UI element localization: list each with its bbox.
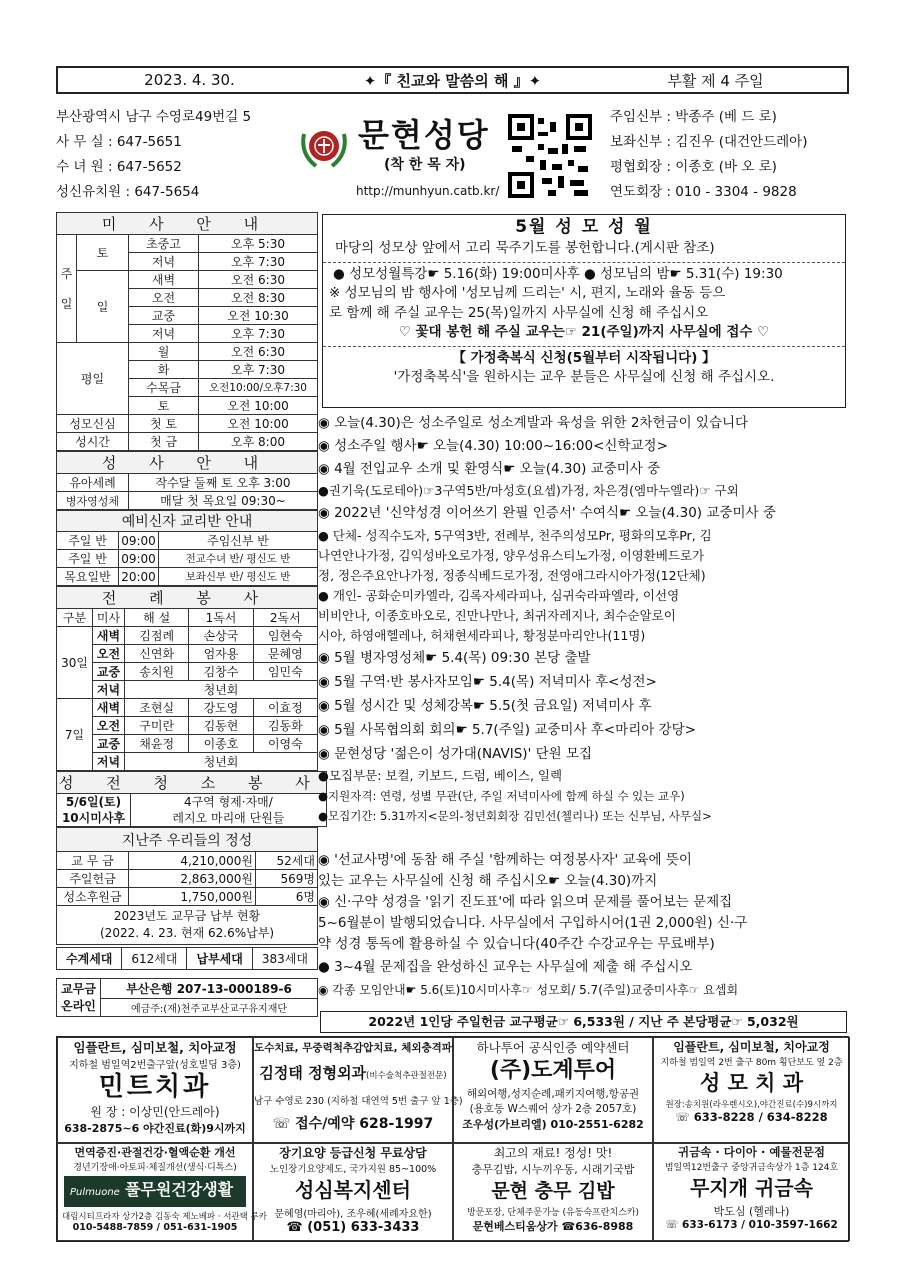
online-label: 교무금 [61,981,96,996]
ad-line: 임플란트, 심미보철, 치아교정 [673,1040,830,1054]
offering-title: 지난주 우리들의 정성 [57,828,318,852]
devotion-label: 성모신심 [57,415,129,433]
ad-name: 민트치과 [98,1072,212,1102]
mass-time: 오후 8:00 [199,433,318,451]
ad-name: 성심복지센터 [295,1178,411,1202]
cleaning-group: 레지오 마리애 단원들 [172,811,285,825]
offering-amount: 4,210,000원 [129,852,256,870]
account-holder: 예금주:(재)천주교부산교구유지재단 [101,999,318,1017]
notice-subitem: ●권기욱(도로테아)☞3구역5반/마성호(요셉)가정, 차은경(엠마누엘라)☞ 구외 [318,483,739,498]
offering-count: 52세대 [256,852,318,870]
notice-item: 5~6월분이 발행되었습니다. 사무실에서 구입하시어(1권 2,000원) 신·구 [318,915,748,931]
col-head: 2독서 [253,609,317,627]
ad-mint-dental[interactable] [57,1037,253,1143]
ad-line: (용호동 W스퀘어 상가 2층 2057호) [469,1103,637,1115]
ad-name: (주)도계투어 [489,1058,617,1083]
class-teacher: 주임신부 반 [159,532,318,550]
notice-list [318,412,849,836]
mass-label: 저녁 [93,753,125,771]
sat-label: 토 [77,235,129,271]
server: 청년회 [125,753,318,771]
notice-subitem: ● 단체- 성직수도자, 5구역3반, 전례부, 천주의성모Pr, 평화의모후Pr, 김 [318,528,712,543]
baptism-label: 유아세례 [57,474,129,492]
server: 김점례 [125,627,189,645]
sunday-label: 주일 [57,235,77,343]
mass-time: 오후 5:30 [199,235,318,253]
ad-line: 충무김밥, 시누끼우동, 시래기국밥 [471,1163,635,1176]
mass-time: 오후 7:30 [199,253,318,271]
mass-time: 오전 10:00 [199,415,318,433]
may-box [322,214,846,408]
left-column [56,212,324,1017]
mass-time: 오후 7:30 [199,361,318,379]
ad-line: 박도심 (헬레나) [713,1205,790,1218]
cleaning-table [56,771,327,827]
ad-line: 면역증진·관절건강·혈액순환 개선 [74,1146,236,1159]
offering-amount: 1,750,000원 [129,888,256,906]
ad-line: 원 장 : 이상민(안드레아) [90,1105,220,1119]
may-line: 마당의 성모상 앞에서 고리 묵주기도를 봉헌합니다.(게시판 참조) [335,240,715,256]
ad-phone: ☏ 633-8228 / 634-8228 [675,1110,828,1124]
parish-url[interactable]: http://munhyun.catb.kr/ [356,184,500,198]
server: 청년회 [125,681,318,699]
class-time: 20:00 [119,568,159,586]
notice-subitem: ●지원자격: 연령, 성별 무관(단, 주일 저녁미사에 함께 하실 수 있는 교우) [318,789,685,803]
household-table [56,947,318,970]
notice-subitem: 정, 정은주요안나가정, 정종식베드로가정, 전영애그라시아가정(12단체) [318,568,706,583]
ad-line: 노인장기요양제도, 국가지원 85~100% [269,1164,437,1175]
ad-phone: 문현베스티움상가 ☎636-8988 [472,1220,634,1233]
altar-title: 전 례 봉 사 [57,587,318,609]
ad-gimbap[interactable] [453,1143,653,1241]
ad-name: 문현 충무 김밥 [491,1180,615,1202]
may-line: ※ 성모님의 밤 행사에 '성모님께 드리는' 시, 편지, 노래와 율동 등으 [329,285,726,301]
ad-orthopedic[interactable] [253,1037,463,1143]
ad-line: 장기요양 등급신청 무료상담 [279,1146,427,1160]
server: 김동화 [253,717,317,735]
mass-type: 저녁 [129,325,199,343]
address: 부산광역시 남구 수영로49번길 5 [56,109,252,125]
ad-travel[interactable] [453,1037,653,1143]
ad-jewelry[interactable] [653,1143,850,1241]
server: 손상국 [189,627,253,645]
office-phone: 사 무 실 : 647-5651 [56,134,182,150]
sick-communion-label: 병자영성체 [57,492,129,510]
weekday-day: 수목금 [129,379,199,397]
mass-time: 오전 6:30 [199,271,318,289]
notice-item: ◉ 성소주일 행사☛ 오늘(4.30) 10:00~16:00<신학교정> [318,438,668,454]
ad-name: 풀무원건강생활 [124,1180,234,1199]
may-line: 로 함께 해 주실 교우는 25(목)일까지 사무실에 신청 해 주십시오 [329,304,709,321]
class-label: 주일 반 [57,532,119,550]
parish-contacts [56,105,251,205]
ad-line: 임플란트, 심미보철, 치아교정 [73,1040,237,1055]
clergy-list [610,105,808,205]
notice-item: 있는 교우는 사무실에 신청 해 주십시오☛ 오늘(4.30)까지 [318,873,658,889]
server: 강도영 [189,699,253,717]
class-teacher: 보좌신부 반/ 평신도 반 [159,568,318,586]
ads-grid [56,1036,849,1242]
mass-type: 저녁 [129,253,199,271]
header-theme: ✦『 친교와 말씀의 해 』✦ [363,71,542,90]
mass-type: 교중 [129,307,199,325]
mass-time: 오전 10:00 [199,397,318,415]
ad-line: 최고의 재료! 정성! 맛! [493,1146,613,1160]
may-line: ♡ 꽃대 봉헌 해 주실 교우는☞ 21(주일)까지 사무실에 접수 ♡ [398,324,770,340]
server: 이영숙 [253,735,317,753]
assistant-pastor: 보좌신부 : 김진우 (대건안드레아) [610,134,808,150]
catechumen-title: 예비신자 교리반 안내 [57,511,318,532]
weekday-label: 평일 [57,343,129,415]
weekday-day: 토 [129,397,199,415]
server: 송치원 [125,663,189,681]
council-president: 평협회장 : 이종호 (바 오 로) [610,159,777,175]
offering-label: 성소후원금 [57,888,129,906]
regional-council: 연도회장 : 010 - 3304 - 9828 [610,184,797,200]
offering-count: 6명 [256,888,318,906]
ad-line: 귀금속 · 다이아 · 예물전문점 [678,1145,825,1159]
mass-time: 오전 6:30 [199,343,318,361]
online-table [56,978,318,1017]
offering-label: 교 무 금 [57,852,129,870]
ad-line: 지하철 범일역 2번 출구 80m 횡단보도 옆 2층 [660,1058,843,1068]
cleaning-mass: 10시미사후 [61,811,126,825]
server: 조현실 [125,699,189,717]
offering-label: 주일헌금 [57,870,129,888]
ad-line: 638-2875~6 야간진료(화)9시까지 [64,1122,246,1135]
notice-item: ◉ 각종 모임안내☛ 5.6(토)10시미사후☞ 성모회/ 5.7(주일)교중미사후☞ 요셉회 [318,983,739,997]
ad-line: 도수치료, 무중력척추감압치료, 체외충격파 [254,1042,452,1054]
paid-label: 납부세대 [187,948,252,970]
header-date: 2023. 4. 30. [144,71,235,89]
ad-brand: Pulmuone [70,1187,120,1198]
kinder-phone: 성신유치원 : 647-5654 [56,184,200,200]
notice-subitem: 비비안나, 이종호바오로, 진만나만나, 최귀자레지나, 최수순알로이 [318,608,676,623]
online-label: 온라인 [61,998,96,1013]
catechumen-table [56,510,318,586]
weekday-day: 월 [129,343,199,361]
ad-phone: 조우성(가브리엘) 010-2551-6282 [462,1118,644,1131]
home-blessing-line: '가정축복식'을 원하시는 교우 분들은 사무실에 신청 해 주십시오. [393,369,775,385]
may-title: 5월 성 모 성 월 [515,217,653,237]
mass-label: 새벽 [93,699,125,717]
notice-item: ◉ 2022년 '신약성경 이어쓰기 완필 인증서' 수여식☛ 오늘(4.30) 교중미사 중 [318,505,776,521]
mass-time: 오전10:00/오후7:30 [199,379,318,397]
offering-table [56,827,318,945]
notice-item: ◉ 오늘(4.30)은 성소주일로 성소계발과 육성을 위한 2차헌금이 있습니다 [318,415,749,431]
ad-welfare-center[interactable] [253,1143,453,1241]
notice-item: ◉ 신·구약 성경을 '읽기 진도표'에 따라 읽으며 문제를 풀어보는 문제집 [318,894,733,910]
dues-status-date: (2022. 4. 23. 현재 62.6%납부) [100,926,274,940]
mass-label: 교중 [93,735,125,753]
mass-time: 오전 8:30 [199,289,318,307]
class-teacher: 전교수녀 반/ 평신도 반 [159,550,318,568]
parish-seal-icon [296,120,352,172]
notice-item: ◉ 문현성당 '젊은이 성가대(NAVIS)' 단원 모집 [318,746,593,762]
header-band [56,66,849,94]
mass-label: 오전 [93,717,125,735]
ad-name: 무지개 귀금속 [690,1176,813,1200]
household-count: 612세대 [122,948,187,970]
sacrament-title: 성 사 안 내 [57,452,318,474]
ad-line: 남구 수영로 230 (지하철 대연역 5번 출구 앞 1층) [254,1096,463,1107]
devotion-day: 첫 금 [129,433,199,451]
baptism-time: 작수달 둘째 토 오후 3:00 [129,474,318,492]
notice-list-2 [318,850,849,1010]
cleaning-date: 5/6일(토) [65,795,122,809]
ad-line: 지하철 범일역2번출구앞(성호빌딩 3층) [69,1060,241,1071]
dues-status: 2023년도 교무금 납부 현황 [113,909,261,923]
mass-type: 새벽 [129,271,199,289]
weekday-day: 화 [129,361,199,379]
ad-name: 김정태 정형외과 [259,1064,367,1082]
server: 이효정 [253,699,317,717]
ad-phone: ☏ 접수/예약 628-1997 [272,1116,434,1132]
altar-table [56,586,318,771]
server: 임현숙 [253,627,317,645]
mass-label: 교중 [93,663,125,681]
cleaning-group: 4구역 형제·자매/ [183,795,273,809]
class-time: 09:00 [119,550,159,568]
server: 이종호 [189,735,253,753]
server: 채윤정 [125,735,189,753]
household-label: 수계세대 [57,948,122,970]
ad-line: 하나투어 공식인증 예약센터 [476,1040,630,1055]
ad-line: 대림시티프라자 상가2층 [62,1212,153,1222]
cleaning-title: 성 전 청 소 봉 사 [57,772,327,794]
server: 문혜영 [253,645,317,663]
notice-item: 약 성경 통독에 활용하실 수 있습니다(40주간 수강교우는 무료배부) [318,936,715,952]
day-label: 7일 [57,699,93,771]
class-time: 09:00 [119,532,159,550]
mass-time: 오전 10:30 [199,307,318,325]
col-head: 미사 [93,609,125,627]
notice-subitem: ●모집기간: 5.31까지<문의-청년회회장 김민선(첼리나) 또는 신부님, 사무실> [318,809,712,823]
class-label: 주일 반 [57,550,119,568]
class-label: 목요일반 [57,568,119,586]
ad-line: 김동숙 제노베파 · 서관택 루카 [154,1212,267,1222]
sick-communion-time: 매달 첫 목요일 09:30~ [129,492,318,510]
offering-count: 569명 [256,870,318,888]
convent-phone: 수 녀 원 : 647-5652 [56,159,182,175]
notice-subitem: 나연안나가정, 김익성바오로가정, 양우성유스티노가정, 이영환베드로가 [318,548,705,563]
server: 김동현 [189,717,253,735]
notice-item: ◉ 5월 성시간 및 성체강복☛ 5.5(첫 금요일) 저녁미사 후 [318,698,652,714]
notice-item: ◉ 4월 전입교우 소개 및 환영식☛ 오늘(4.30) 교중미사 중 [318,461,661,477]
notice-subitem: 시아, 하영애헬레나, 허채현세라피나, 황정분마리안나(11명) [318,628,646,643]
col-head: 구분 [57,609,93,627]
mass-time: 오후 7:30 [199,325,318,343]
ad-line: 방문포장, 단체주문가능 (유동숙프란치스카) [466,1208,640,1218]
mass-table [56,212,318,451]
col-head: 해 설 [125,609,189,627]
server: 신연화 [125,645,189,663]
mass-label: 오전 [93,645,125,663]
paid-count: 383세대 [252,948,317,970]
server: 김창수 [189,663,253,681]
may-line: ● 성모성월특강☛ 5.16(화) 19:00미사후 ● 성모님의 밤☛ 5.31(수) 19:30 [323,262,845,285]
notice-item: ◉ 5월 병자영성체☛ 5.4(목) 09:30 본당 출발 [318,650,591,666]
server: 구미란 [125,717,189,735]
notice-item: ◉ 5월 사목협의회 회의☛ 5.7(주일) 교중미사 후<마리아 강당> [318,722,696,738]
holy-hour-label: 성시간 [57,433,129,451]
ad-line: 해외여행,성지순례,패키지여행,항공권 [466,1088,640,1100]
ad-phone: ☏ 633-6173 / 010-3597-1662 [665,1219,838,1231]
mass-label: 새벽 [93,627,125,645]
home-blessing-title: 【 가정축복식 신청(5월부터 시작됩니다) 】 [323,346,845,369]
ad-pulmuone[interactable] [57,1143,267,1241]
header-week: 부활 제 4 주일 [667,71,764,90]
parish-motto: (착 한 목 자) [384,157,466,173]
server: 엄자용 [189,645,253,663]
devotion-day: 첫 토 [129,415,199,433]
ad-phone: 010-5488-7859 / 051-631-1905 [72,1222,238,1233]
ad-line: 경년기장애·아토피·체질개선(생식·디톡스) [73,1163,237,1173]
ad-line: 범일역12번출구 중앙귀금속상가 1층 124호 [664,1163,839,1173]
avg-offering-bar: 2022년 1인당 주일헌금 교구평균☞ 6,533원 / 지난 주 본당평균☞ 5,032원 [320,1011,847,1033]
ad-name: 성 모 치 과 [699,1071,804,1095]
qr-code-icon[interactable] [508,114,592,198]
notice-item: ◉ 5월 구역·반 봉사자모임☛ 5.4(목) 저녁미사 후<성전> [318,674,657,690]
bank-account: 부산은행 207-13-000189-6 [101,979,318,999]
parish-name: 문현성당 [358,116,490,154]
server: 임민숙 [253,663,317,681]
ad-seongmo-dental[interactable] [653,1037,850,1143]
col-head: 1독서 [189,609,253,627]
mass-label: 저녁 [93,681,125,699]
pastor: 주임신부 : 박종주 (베 드 로) [610,109,777,125]
sun-label: 일 [77,271,129,343]
ad-line: 원장:송치원(라우렌시오),야간진료(수)9시까지 [665,1100,838,1110]
notice-subitem: ●모집부문: 보컬, 키보드, 드럼, 베이스, 일렉 [318,768,563,783]
notice-subitem: ● 개인- 공화순미카엘라, 김록자세라피나, 심귀숙라파엘라, 이선영 [318,588,680,603]
day-label: 30일 [57,627,93,699]
mass-type: 오전 [129,289,199,307]
notice-item: ◉ '선교사명'에 동참 해 주실 '함께하는 여정봉사자' 교육에 뜻이 [318,852,692,868]
ad-line: 문혜영(마리아), 조우혜(세례자요한) [274,1209,432,1220]
ad-tag: (비수술척추관절전문) [366,1071,447,1081]
sacrament-table [56,451,318,510]
ad-phone: ☎ (051) 633-3433 [286,1220,420,1235]
mass-title: 미 사 안 내 [57,213,318,235]
offering-amount: 2,863,000원 [129,870,256,888]
notice-item: ● 3~4월 문제집을 완성하신 교우는 사무실에 제출 해 주십시오 [318,959,693,975]
mass-type: 초중고 [129,235,199,253]
